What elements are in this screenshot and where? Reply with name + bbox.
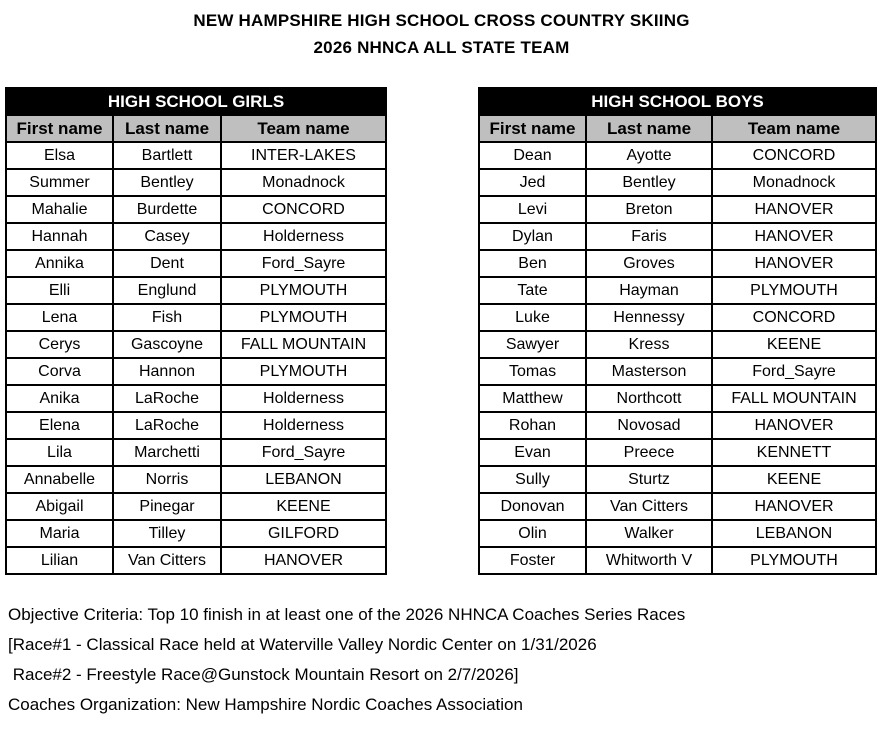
table-cell: KENNETT xyxy=(712,439,876,466)
table-cell: Maria xyxy=(6,520,113,547)
table-cell: KEENE xyxy=(221,493,386,520)
table-cell: PLYMOUTH xyxy=(712,277,876,304)
table-cell: HANOVER xyxy=(712,223,876,250)
column-header: First name xyxy=(6,115,113,142)
table-cell: Masterson xyxy=(586,358,712,385)
table-cell: Bentley xyxy=(113,169,221,196)
table-cell: PLYMOUTH xyxy=(221,277,386,304)
table-cell: Olin xyxy=(479,520,586,547)
table-cell: Dent xyxy=(113,250,221,277)
table-cell: Burdette xyxy=(113,196,221,223)
table-cell: Ford_Sayre xyxy=(712,358,876,385)
table-cell: Dylan xyxy=(479,223,586,250)
table-row xyxy=(479,169,876,196)
table-cell: LaRoche xyxy=(113,412,221,439)
table-cell: Elli xyxy=(6,277,113,304)
table-cell: Casey xyxy=(113,223,221,250)
table-row xyxy=(479,277,876,304)
table-row xyxy=(479,466,876,493)
table-row xyxy=(479,250,876,277)
table-cell: Northcott xyxy=(586,385,712,412)
table-cell: Breton xyxy=(586,196,712,223)
note-line: Objective Criteria: Top 10 finish in at least one of the 2026 NHNCA Coaches Series Races xyxy=(8,605,686,624)
table-row xyxy=(479,223,876,250)
column-header: First name xyxy=(479,115,586,142)
table-cell: Levi xyxy=(479,196,586,223)
table-row xyxy=(479,493,876,520)
column-header: Team name xyxy=(221,115,386,142)
table-row xyxy=(6,277,386,304)
table-cell: KEENE xyxy=(712,331,876,358)
girls-table xyxy=(5,87,387,575)
table-cell: HANOVER xyxy=(712,196,876,223)
table-cell: HANOVER xyxy=(712,250,876,277)
table-cell: Rohan xyxy=(479,412,586,439)
boys-table xyxy=(478,87,877,575)
table-row xyxy=(6,466,386,493)
column-header: Team name xyxy=(712,115,876,142)
table-cell: Norris xyxy=(113,466,221,493)
table-cell: LEBANON xyxy=(221,466,386,493)
table-title: HIGH SCHOOL GIRLS xyxy=(6,88,386,115)
table-cell: Van Citters xyxy=(586,493,712,520)
column-header: Last name xyxy=(586,115,712,142)
table-row xyxy=(6,385,386,412)
note-line: Coaches Organization: New Hampshire Nordic Coaches Association xyxy=(8,695,523,714)
table-cell: FALL MOUNTAIN xyxy=(712,385,876,412)
notes xyxy=(0,600,883,720)
table-row xyxy=(6,358,386,385)
page-title xyxy=(0,0,883,61)
table-cell: Van Citters xyxy=(113,547,221,574)
table-row xyxy=(6,304,386,331)
note-line: Race#2 - Freestyle Race@Gunstock Mountain Resort on 2/7/2026] xyxy=(8,665,519,684)
table-cell: Tomas xyxy=(479,358,586,385)
table-title: HIGH SCHOOL BOYS xyxy=(479,88,876,115)
table-cell: PLYMOUTH xyxy=(712,547,876,574)
note-line: [Race#1 - Classical Race held at Waterville Valley Nordic Center on 1/31/2026 xyxy=(8,635,597,654)
table-cell: Sturtz xyxy=(586,466,712,493)
table-cell: Sawyer xyxy=(479,331,586,358)
table-cell: Pinegar xyxy=(113,493,221,520)
table-cell: Monadnock xyxy=(712,169,876,196)
table-cell: HANOVER xyxy=(221,547,386,574)
table-cell: Ayotte xyxy=(586,142,712,169)
table-row xyxy=(479,196,876,223)
table-cell: Fish xyxy=(113,304,221,331)
table-cell: Preece xyxy=(586,439,712,466)
table-cell: Sully xyxy=(479,466,586,493)
table-cell: Abigail xyxy=(6,493,113,520)
table-cell: Corva xyxy=(6,358,113,385)
table-cell: HANOVER xyxy=(712,412,876,439)
table-cell: LaRoche xyxy=(113,385,221,412)
table-cell: Holderness xyxy=(221,223,386,250)
table-cell: Summer xyxy=(6,169,113,196)
table-cell: Jed xyxy=(479,169,586,196)
table-cell: Elena xyxy=(6,412,113,439)
table-cell: Ford_Sayre xyxy=(221,250,386,277)
table-cell: Annabelle xyxy=(6,466,113,493)
table-cell: Hennessy xyxy=(586,304,712,331)
table-cell: Hannon xyxy=(113,358,221,385)
table-cell: Luke xyxy=(479,304,586,331)
table-cell: KEENE xyxy=(712,466,876,493)
table-cell: Hayman xyxy=(586,277,712,304)
table-cell: Evan xyxy=(479,439,586,466)
table-cell: Holderness xyxy=(221,412,386,439)
table-cell: PLYMOUTH xyxy=(221,358,386,385)
column-header: Last name xyxy=(113,115,221,142)
table-row xyxy=(6,142,386,169)
table-cell: Bentley xyxy=(586,169,712,196)
table-row xyxy=(479,304,876,331)
table-row xyxy=(479,439,876,466)
table-cell: GILFORD xyxy=(221,520,386,547)
table-cell: Hannah xyxy=(6,223,113,250)
table-row xyxy=(479,547,876,574)
title-line-2: 2026 NHNCA ALL STATE TEAM xyxy=(313,38,570,57)
table-cell: CONCORD xyxy=(221,196,386,223)
table-cell: Annika xyxy=(6,250,113,277)
table-cell: CONCORD xyxy=(712,142,876,169)
table-cell: Whitworth V xyxy=(586,547,712,574)
table-cell: Lilian xyxy=(6,547,113,574)
table-row xyxy=(6,331,386,358)
table-row xyxy=(6,439,386,466)
table-cell: Englund xyxy=(113,277,221,304)
title-line-1: NEW HAMPSHIRE HIGH SCHOOL CROSS COUNTRY SKIING xyxy=(193,11,690,30)
table-row xyxy=(479,412,876,439)
table-cell: Tilley xyxy=(113,520,221,547)
table-cell: LEBANON xyxy=(712,520,876,547)
table-cell: Lena xyxy=(6,304,113,331)
table-row xyxy=(6,412,386,439)
table-cell: Faris xyxy=(586,223,712,250)
table-row xyxy=(6,196,386,223)
table-cell: Holderness xyxy=(221,385,386,412)
table-row xyxy=(479,142,876,169)
table-cell: Cerys xyxy=(6,331,113,358)
table-row xyxy=(6,493,386,520)
table-cell: Novosad xyxy=(586,412,712,439)
table-cell: Dean xyxy=(479,142,586,169)
table-cell: Donovan xyxy=(479,493,586,520)
table-cell: Walker xyxy=(586,520,712,547)
table-cell: Bartlett xyxy=(113,142,221,169)
table-cell: Marchetti xyxy=(113,439,221,466)
table-cell: Matthew xyxy=(479,385,586,412)
table-cell: Ford_Sayre xyxy=(221,439,386,466)
table-cell: Elsa xyxy=(6,142,113,169)
table-cell: Groves xyxy=(586,250,712,277)
table-cell: CONCORD xyxy=(712,304,876,331)
table-row xyxy=(6,223,386,250)
table-row xyxy=(6,250,386,277)
table-cell: HANOVER xyxy=(712,493,876,520)
table-cell: Ben xyxy=(479,250,586,277)
table-row xyxy=(479,385,876,412)
table-cell: Anika xyxy=(6,385,113,412)
table-cell: Monadnock xyxy=(221,169,386,196)
table-row xyxy=(479,331,876,358)
table-cell: Gascoyne xyxy=(113,331,221,358)
table-cell: Foster xyxy=(479,547,586,574)
table-cell: Tate xyxy=(479,277,586,304)
table-cell: Kress xyxy=(586,331,712,358)
table-row xyxy=(479,520,876,547)
table-cell: PLYMOUTH xyxy=(221,304,386,331)
table-row xyxy=(6,547,386,574)
table-row xyxy=(479,358,876,385)
table-row xyxy=(6,169,386,196)
tables-container xyxy=(0,87,883,575)
table-cell: FALL MOUNTAIN xyxy=(221,331,386,358)
table-cell: Lila xyxy=(6,439,113,466)
table-cell: INTER-LAKES xyxy=(221,142,386,169)
table-row xyxy=(6,520,386,547)
table-cell: Mahalie xyxy=(6,196,113,223)
